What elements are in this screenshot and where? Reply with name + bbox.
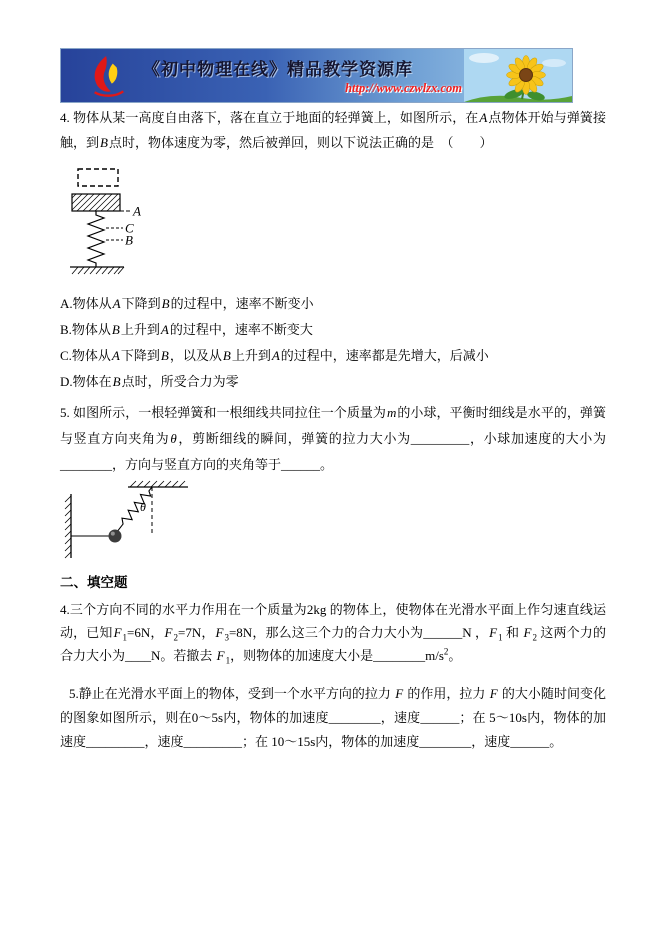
option-b: B.物体从B上升到A的过程中，速率不断变大 — [60, 322, 313, 337]
banner-url-link[interactable]: http://www.czwlzx.com — [345, 81, 462, 95]
angle-theta-label: θ — [140, 500, 146, 514]
option-a: A.物体从A下降到B的过程中，速率不断变小 — [60, 296, 314, 311]
site-logo-icon — [87, 53, 129, 99]
question-4-stem: 4. 物体从某一高度自由落下，落在直立于地面的轻弹簧上，如图所示，在A点物体开始与弹簧接触，到B点时，物体速度为零，然后被弹回，则以下说法正确的是 （ ） — [60, 110, 606, 150]
spring-coil — [88, 211, 104, 267]
sunflower-icon — [464, 49, 572, 102]
option-c: C.物体从A下降到B，以及从B上升到A的过程中，速率都是先增大，后减小 — [60, 348, 489, 363]
option-d: D.物体在B点时，所受合力为零 — [60, 374, 239, 389]
figure-label-C: C — [125, 220, 134, 236]
banner-artwork — [464, 49, 572, 102]
ground — [70, 267, 124, 274]
block-initial-position-dashed — [78, 169, 118, 186]
block-hatched — [72, 194, 120, 211]
header-banner — [60, 48, 573, 103]
fill-question-4: 4.三个方向不同的水平力作用在一个质量为2kg 的物体上，使物体在光滑水平面上作匀速直线运动，已知$F_1=6N$，$F_2=7N$，$F_3=8N$，那么这三个力的合力大小为______N ，$F_1$ 和 $F_2$ 这两个力的合力大小为____N。若撤去 $F_1$，则物体的加速度大小是$\_\_\_\_\_\_\_\_m/s^2$。 — [60, 602, 606, 666]
banner-text-area — [129, 55, 464, 96]
spring-block-figure — [70, 167, 162, 279]
figure-label-A: A — [133, 203, 141, 219]
banner-title: 《初中物理在线》精品教学资源库 — [143, 60, 413, 79]
ceiling — [128, 481, 188, 487]
section-2-title: 二、填空题 — [60, 575, 128, 590]
wall — [65, 494, 71, 558]
fill-question-5: 5.静止在光滑水平面上的物体，受到一个水平方向的拉力 F 的作用，拉力 F 的大小随时间变化的图象如图所示，则在0～5s内，物体的加速度________，速度______；在 5～10s内，物体的加速度_________，速度_________；在 10～15s内，物体的加速度________，速度______。 — [60, 686, 606, 749]
spring-ball-figure — [62, 478, 197, 570]
spring-coil — [113, 484, 155, 534]
question-5-stem: 5. 如图所示，一根轻弹簧和一根细线共同拉住一个质量为m的小球，平衡时细线是水平的，弹簧与竖直方向夹角为θ，剪断细线的瞬间，弹簧的拉力大小为_________，小球加速度的大小为________，方向与竖直方向的夹角等于______。 — [60, 405, 606, 472]
figure-label-B: B — [125, 232, 133, 248]
ball — [109, 530, 122, 543]
